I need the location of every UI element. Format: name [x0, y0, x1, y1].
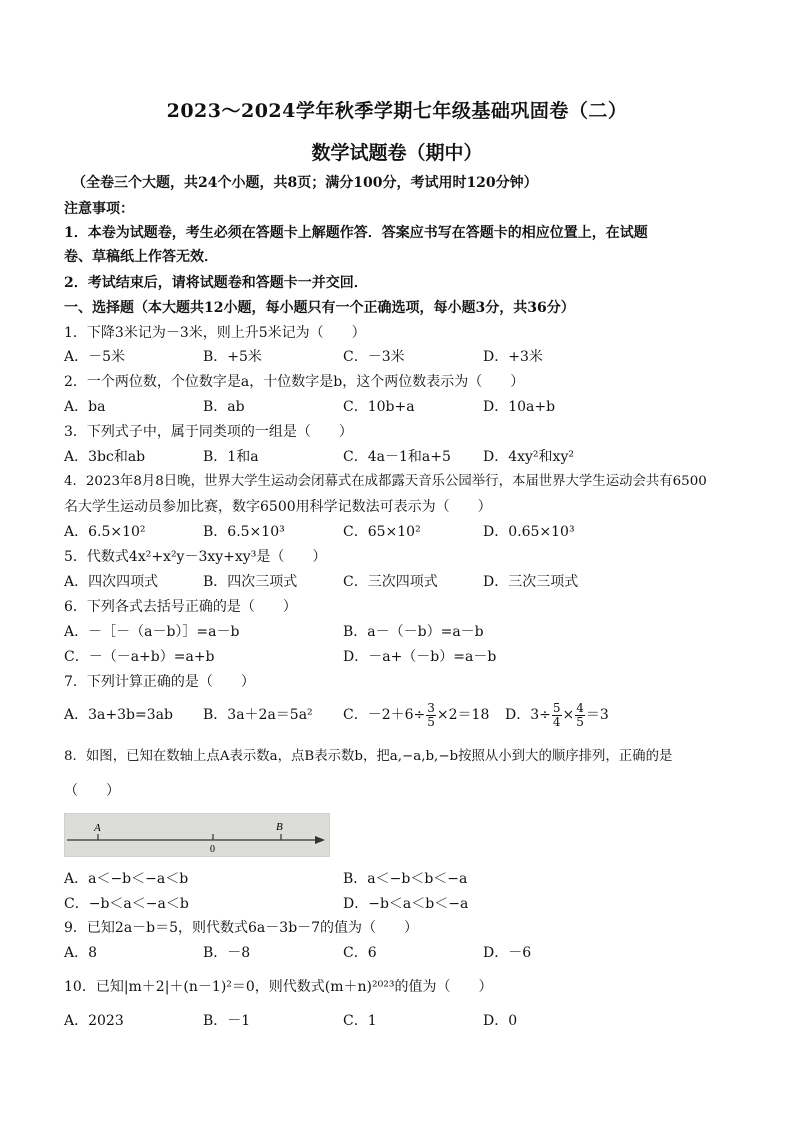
q7-option-b: B．3a＋2a＝5a² [203, 707, 313, 723]
q1-option-d: D．+3米 [483, 349, 543, 365]
q7-option-c-fraction [426, 702, 436, 729]
notice-2: 2．考试结束后，请将试题卷和答题卡一并交回． [64, 275, 368, 291]
q10-option-b: B．－1 [203, 1013, 251, 1029]
q7-option-d-fraction-1 [552, 702, 562, 729]
q4-stem-b: 名大学生运动员参加比赛，数字6500用科学记数法可表示为（ ） [64, 499, 492, 515]
exam-title: 2023～2024学年秋季学期七年级基础巩固卷（二） [166, 100, 628, 122]
notice-label: 注意事项： [64, 201, 134, 217]
q6-option-a: A．－［－（a－b）］=a－b [64, 624, 240, 640]
q7-option-c [343, 696, 489, 734]
q7-option-a: A．3a+3b=3ab [64, 707, 173, 723]
q8-stem-a: 8．如图，已知在数轴上点A表示数a，点B表示数b，把a,−a,b,−b按照从小到大的顺序排列，正确的是 [64, 749, 673, 764]
q4-stem-a: 4．2023年8月8日晚，世界大学生运动会闭幕式在成都露天音乐公园举行，本届世界大学生运动会共有6500 [64, 474, 707, 489]
q5-option-b: B．四次三项式 [203, 574, 298, 590]
zero-label: 0 [210, 844, 215, 855]
q5-option-c: C．三次四项式 [343, 574, 438, 590]
point-b-label: B [276, 821, 283, 833]
number-line-arrow [315, 836, 325, 844]
q9-option-c: C．6 [343, 945, 377, 961]
q7-option-d-fraction-2 [575, 702, 585, 729]
q3-option-b: B．1和a [203, 449, 259, 465]
q8-stem-b: （ ） [64, 783, 120, 799]
q2-option-d: D．10a+b [483, 399, 556, 415]
q7-d-numerator-1: 5 [552, 700, 561, 715]
q8-option-d: D．−b＜a＜b＜−a [343, 896, 469, 912]
q7-option-d-lead: D．3÷ [505, 707, 551, 723]
q10-option-d: D．0 [483, 1013, 518, 1029]
q6-option-b: B．a－（－b）=a－b [343, 624, 484, 640]
q7-c-denominator: 5 [427, 714, 435, 729]
number-line-svg [65, 814, 329, 856]
q10-option-c: C．1 [343, 1013, 377, 1029]
q6-option-d: D．－a+（－b）=a－b [343, 649, 497, 665]
q7-d-denominator-1: 4 [552, 714, 561, 729]
q9-option-d: D．－6 [483, 945, 532, 961]
q1-option-c: C．－3米 [343, 349, 405, 365]
q7-c-numerator: 3 [427, 700, 435, 715]
exam-info: （全卷三个大题，共24个小题，共8页；满分100分，考试用时120分钟） [72, 175, 538, 191]
q9-option-a: A．8 [64, 945, 98, 961]
q7-d-tail: ＝3 [585, 707, 609, 723]
q10-option-a: A．2023 [64, 1013, 124, 1029]
q1-stem: 1．下降3米记为－3米，则上升5米记为（ ） [64, 325, 366, 341]
q2-stem: 2．一个两位数，个位数字是a，十位数字是b，这个两位数表示为（ ） [64, 374, 525, 390]
point-a-label: A [94, 822, 101, 834]
q4-option-b: B．6.5×10³ [203, 524, 285, 540]
q3-stem: 3．下列式子中，属于同类项的一组是（ ） [64, 424, 353, 440]
q8-option-a: A．a＜−b＜−a＜b [64, 871, 189, 887]
q2-option-a: A．ba [64, 399, 106, 415]
q2-option-b: B．ab [203, 399, 245, 415]
notice-1a: 1．本卷为试题卷，考生必须在答题卡上解题作答．答案应书写在答题卡的相应位置上，在试题 [64, 225, 648, 241]
q4-option-c: C．65×10² [343, 524, 421, 540]
q5-option-d: D．三次三项式 [483, 574, 579, 590]
q7-option-c-lead: C．－2＋6÷ [343, 707, 426, 723]
q3-option-c: C．4a－1和a+5 [343, 449, 451, 465]
q3-option-a: A．3bc和ab [64, 449, 146, 465]
q8-option-b: B．a＜−b＜b＜−a [343, 871, 468, 887]
q6-option-c: C．－（－a+b）=a+b [64, 649, 215, 665]
q9-stem: 9．已知2a－b＝5，则代数式6a－3b－7的值为（ ） [64, 920, 419, 936]
q2-option-c: C．10b+a [343, 399, 415, 415]
q4-option-d: D．0.65×10³ [483, 524, 575, 540]
q1-option-b: B．+5米 [203, 349, 262, 365]
q7-stem: 7．下列计算正确的是（ ） [64, 674, 255, 690]
q4-option-a: A．6.5×10² [64, 524, 146, 540]
q7-option-c-tail: ×2＝18 [436, 707, 490, 723]
number-line-figure [64, 813, 330, 857]
q3-option-d: D．4xy²和xy² [483, 449, 574, 465]
q5-stem: 5．代数式4x²+x²y－3xy+xy³是（ ） [64, 549, 327, 565]
q8-option-c: C．−b＜a＜−a＜b [64, 896, 189, 912]
q10-stem: 10．已知|m＋2|＋(n－1)²＝0，则代数式(m＋n)²⁰²³的值为（ ） [64, 979, 493, 995]
q5-option-a: A．四次四项式 [64, 574, 159, 590]
q9-option-b: B．－8 [203, 945, 251, 961]
q7-option-d [505, 696, 609, 734]
q6-stem: 6．下列各式去括号正确的是（ ） [64, 599, 297, 615]
exam-subtitle: 数学试题卷（期中） [311, 142, 483, 164]
q1-option-a: A．－5米 [64, 349, 126, 365]
section-1-heading: 一、选择题（本大题共12小题，每小题只有一个正确选项，每小题3分，共36分） [64, 300, 575, 316]
notice-1b: 卷、草稿纸上作答无效． [64, 249, 218, 265]
q7-d-denominator-2: 5 [576, 714, 584, 729]
q7-d-numerator-2: 4 [576, 700, 584, 715]
q7-d-times: × [562, 707, 575, 723]
